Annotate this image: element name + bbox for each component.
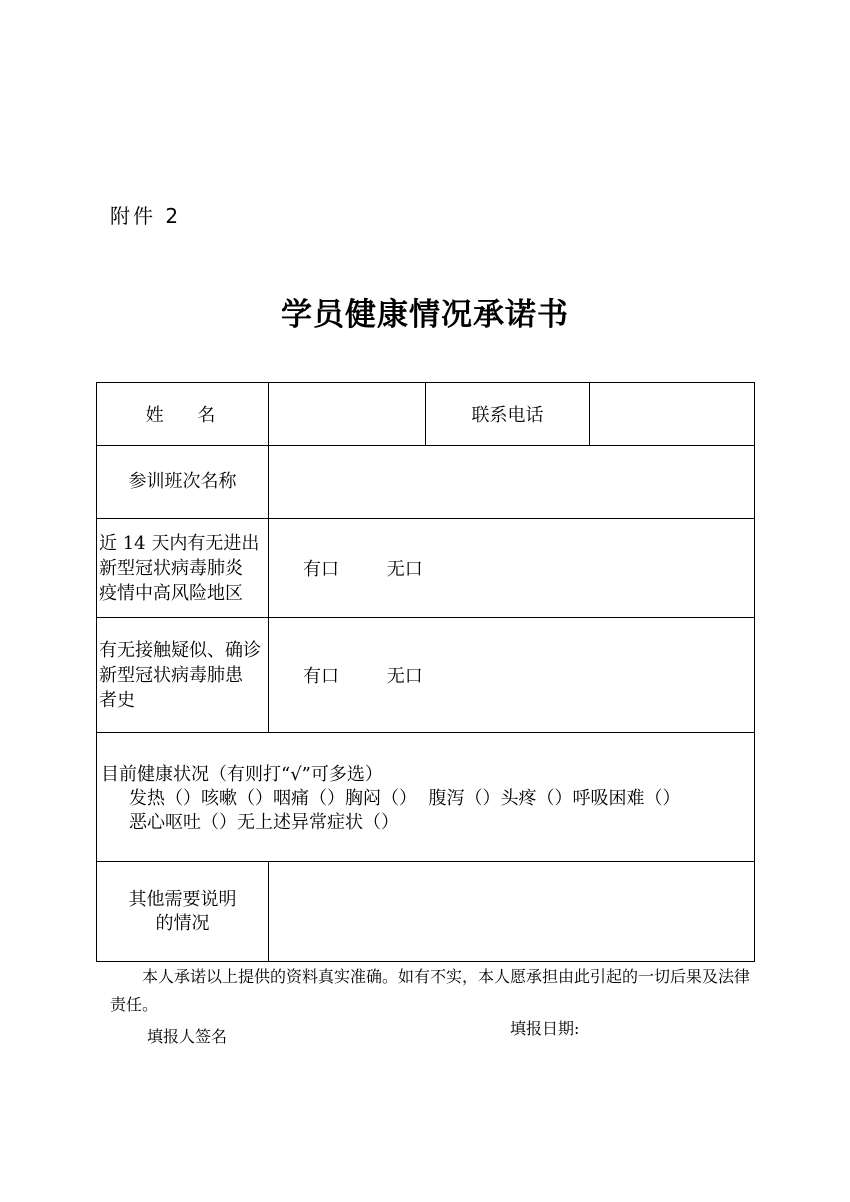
risk-area-label-line: 新型冠状病毒肺炎 — [99, 557, 243, 579]
other-notes-label-line: 的情况 — [155, 912, 210, 934]
symptom-line-2 — [101, 811, 750, 835]
health-status-cell — [97, 733, 755, 862]
other-notes-field[interactable] — [269, 862, 755, 962]
other-notes-label-line: 其他需要说明 — [128, 888, 237, 910]
symptom-none-option[interactable]: 无上述异常症状（） — [237, 812, 399, 833]
phone-label: 联系电话 — [426, 383, 590, 446]
contact-history-yes-checkbox[interactable]: 有口 — [303, 666, 339, 687]
symptom-breathing-difficulty-option[interactable]: 呼吸困难（） — [572, 788, 681, 809]
contact-history-label-line: 有无接触疑似、确诊 — [99, 639, 261, 661]
row-health-status — [97, 733, 755, 862]
risk-area-no-checkbox[interactable]: 无口 — [386, 559, 423, 580]
symptom-headache-option[interactable]: 头疼（） — [500, 788, 573, 809]
risk-area-options — [269, 519, 755, 618]
symptom-sore-throat-option[interactable]: 咽痛（） — [273, 788, 345, 809]
health-status-title: 目前健康状况（有则打“√”可多选） — [101, 764, 383, 785]
page-title: 学员健康情况承诺书 — [281, 297, 569, 333]
contact-history-label-line: 新型冠状病毒肺患 — [99, 664, 243, 686]
symptom-cough-option[interactable]: 咳嗽（） — [201, 788, 273, 809]
risk-area-yes-checkbox[interactable]: 有口 — [303, 559, 339, 580]
row-risk-area — [97, 519, 755, 618]
contact-history-label — [97, 618, 269, 733]
phone-field[interactable] — [590, 383, 755, 446]
health-pledge-form — [96, 382, 755, 962]
row-contact-history — [97, 618, 755, 733]
contact-history-no-checkbox[interactable]: 无口 — [386, 666, 423, 687]
signature-label: 填报人签名 — [147, 1027, 228, 1046]
symptom-chest-tightness-option[interactable]: 胸闷（） — [345, 788, 417, 809]
risk-area-label-line: 近 14 天内有无进出 — [99, 532, 260, 554]
name-field[interactable] — [269, 383, 426, 446]
promise-statement: 本人承诺以上提供的资料真实准确。如有不实，本人愿承担由此引起的一切后果及法律责任。 — [110, 967, 751, 1014]
name-label: 姓 名 — [97, 383, 269, 446]
symptom-line-1 — [101, 787, 750, 811]
date-label: 填报日期: — [510, 1019, 580, 1038]
class-field[interactable] — [269, 446, 755, 519]
risk-area-label-line: 疫情中高风险地区 — [99, 582, 243, 604]
row-name-phone — [97, 383, 755, 446]
contact-history-label-line: 者史 — [99, 689, 135, 711]
symptom-nausea-option[interactable]: 恶心呕吐（） — [129, 812, 237, 833]
symptom-fever-option[interactable]: 发热（） — [129, 788, 201, 809]
row-class — [97, 446, 755, 519]
attachment-label: 附件 2 — [110, 204, 182, 228]
risk-area-label — [97, 519, 269, 618]
symptom-diarrhea-option[interactable]: 腹泻（） — [417, 788, 501, 809]
row-other-notes — [97, 862, 755, 962]
contact-history-options — [269, 618, 755, 733]
other-notes-label — [97, 862, 269, 962]
class-label: 参训班次名称 — [97, 446, 269, 519]
